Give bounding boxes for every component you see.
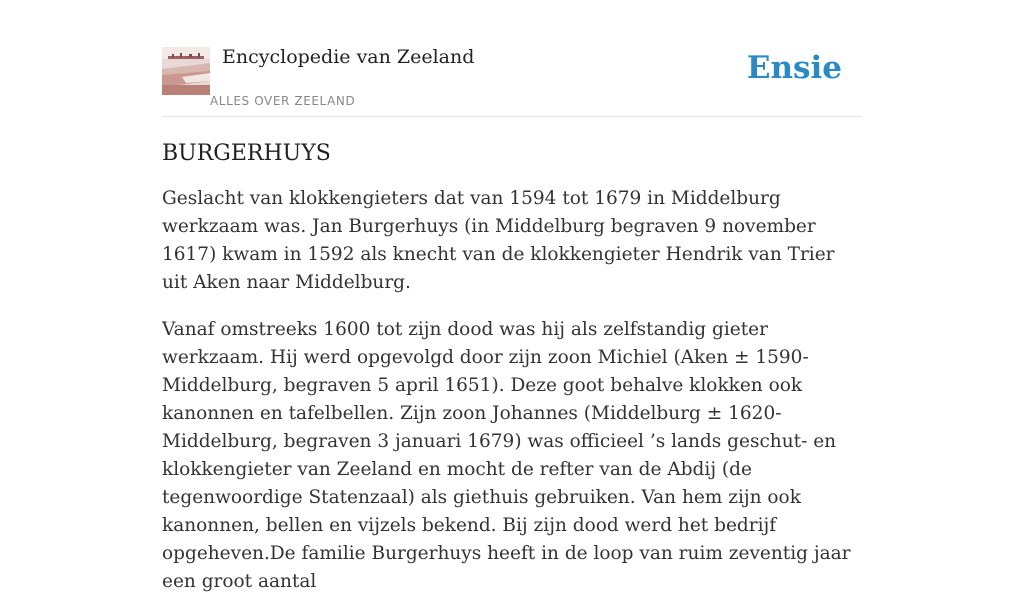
site-header: [162, 40, 862, 117]
article-paragraph: Geslacht van klokkengieters dat van 1594 tot 1679 in Middelburg werkzaam was. Jan Burgerhuys (in Middelburg begraven 9 november 1617) kwam in 1592 als knecht van de klokkengieter Hendrik van Trier uit Aken naar Middelburg.: [162, 188, 835, 293]
article-title: BURGERHUYS: [162, 141, 331, 166]
avatar-image: [162, 47, 210, 95]
site-title[interactable]: Encyclopedie van Zeeland: [222, 46, 475, 68]
ensie-logo[interactable]: Ensie: [746, 50, 842, 86]
article: [162, 140, 862, 615]
zeeland-landscape-avatar-icon[interactable]: [162, 47, 210, 95]
site-tagline: ALLES OVER ZEELAND: [210, 94, 356, 108]
article-paragraph: Vanaf omstreeks 1600 tot zijn dood was hij als zelfstandig gieter werkzaam. Hij werd opgevolgd door zijn zoon Michiel (Aken ± 1590-Middelburg, begraven 5 april 1651). Deze goot behalve klokken ook kanonnen en tafelbellen. Zijn zoon Johannes (Middelburg ± 1620-Middelburg, begraven 3 januari 1679) was officieel ’s lands geschut- en klokkengieter van Zeeland en mocht de refter van de Abdij (de tegenwoordige Statenzaal) als giethuis gebruiken. Van hem zijn ook kanonnen, bellen en vijzels bekend. Bij zijn dood werd het bedrijf opgeheven.De familie Burgerhuys heeft in de loop van ruim zeventig jaar een groot aantal: [162, 319, 851, 592]
